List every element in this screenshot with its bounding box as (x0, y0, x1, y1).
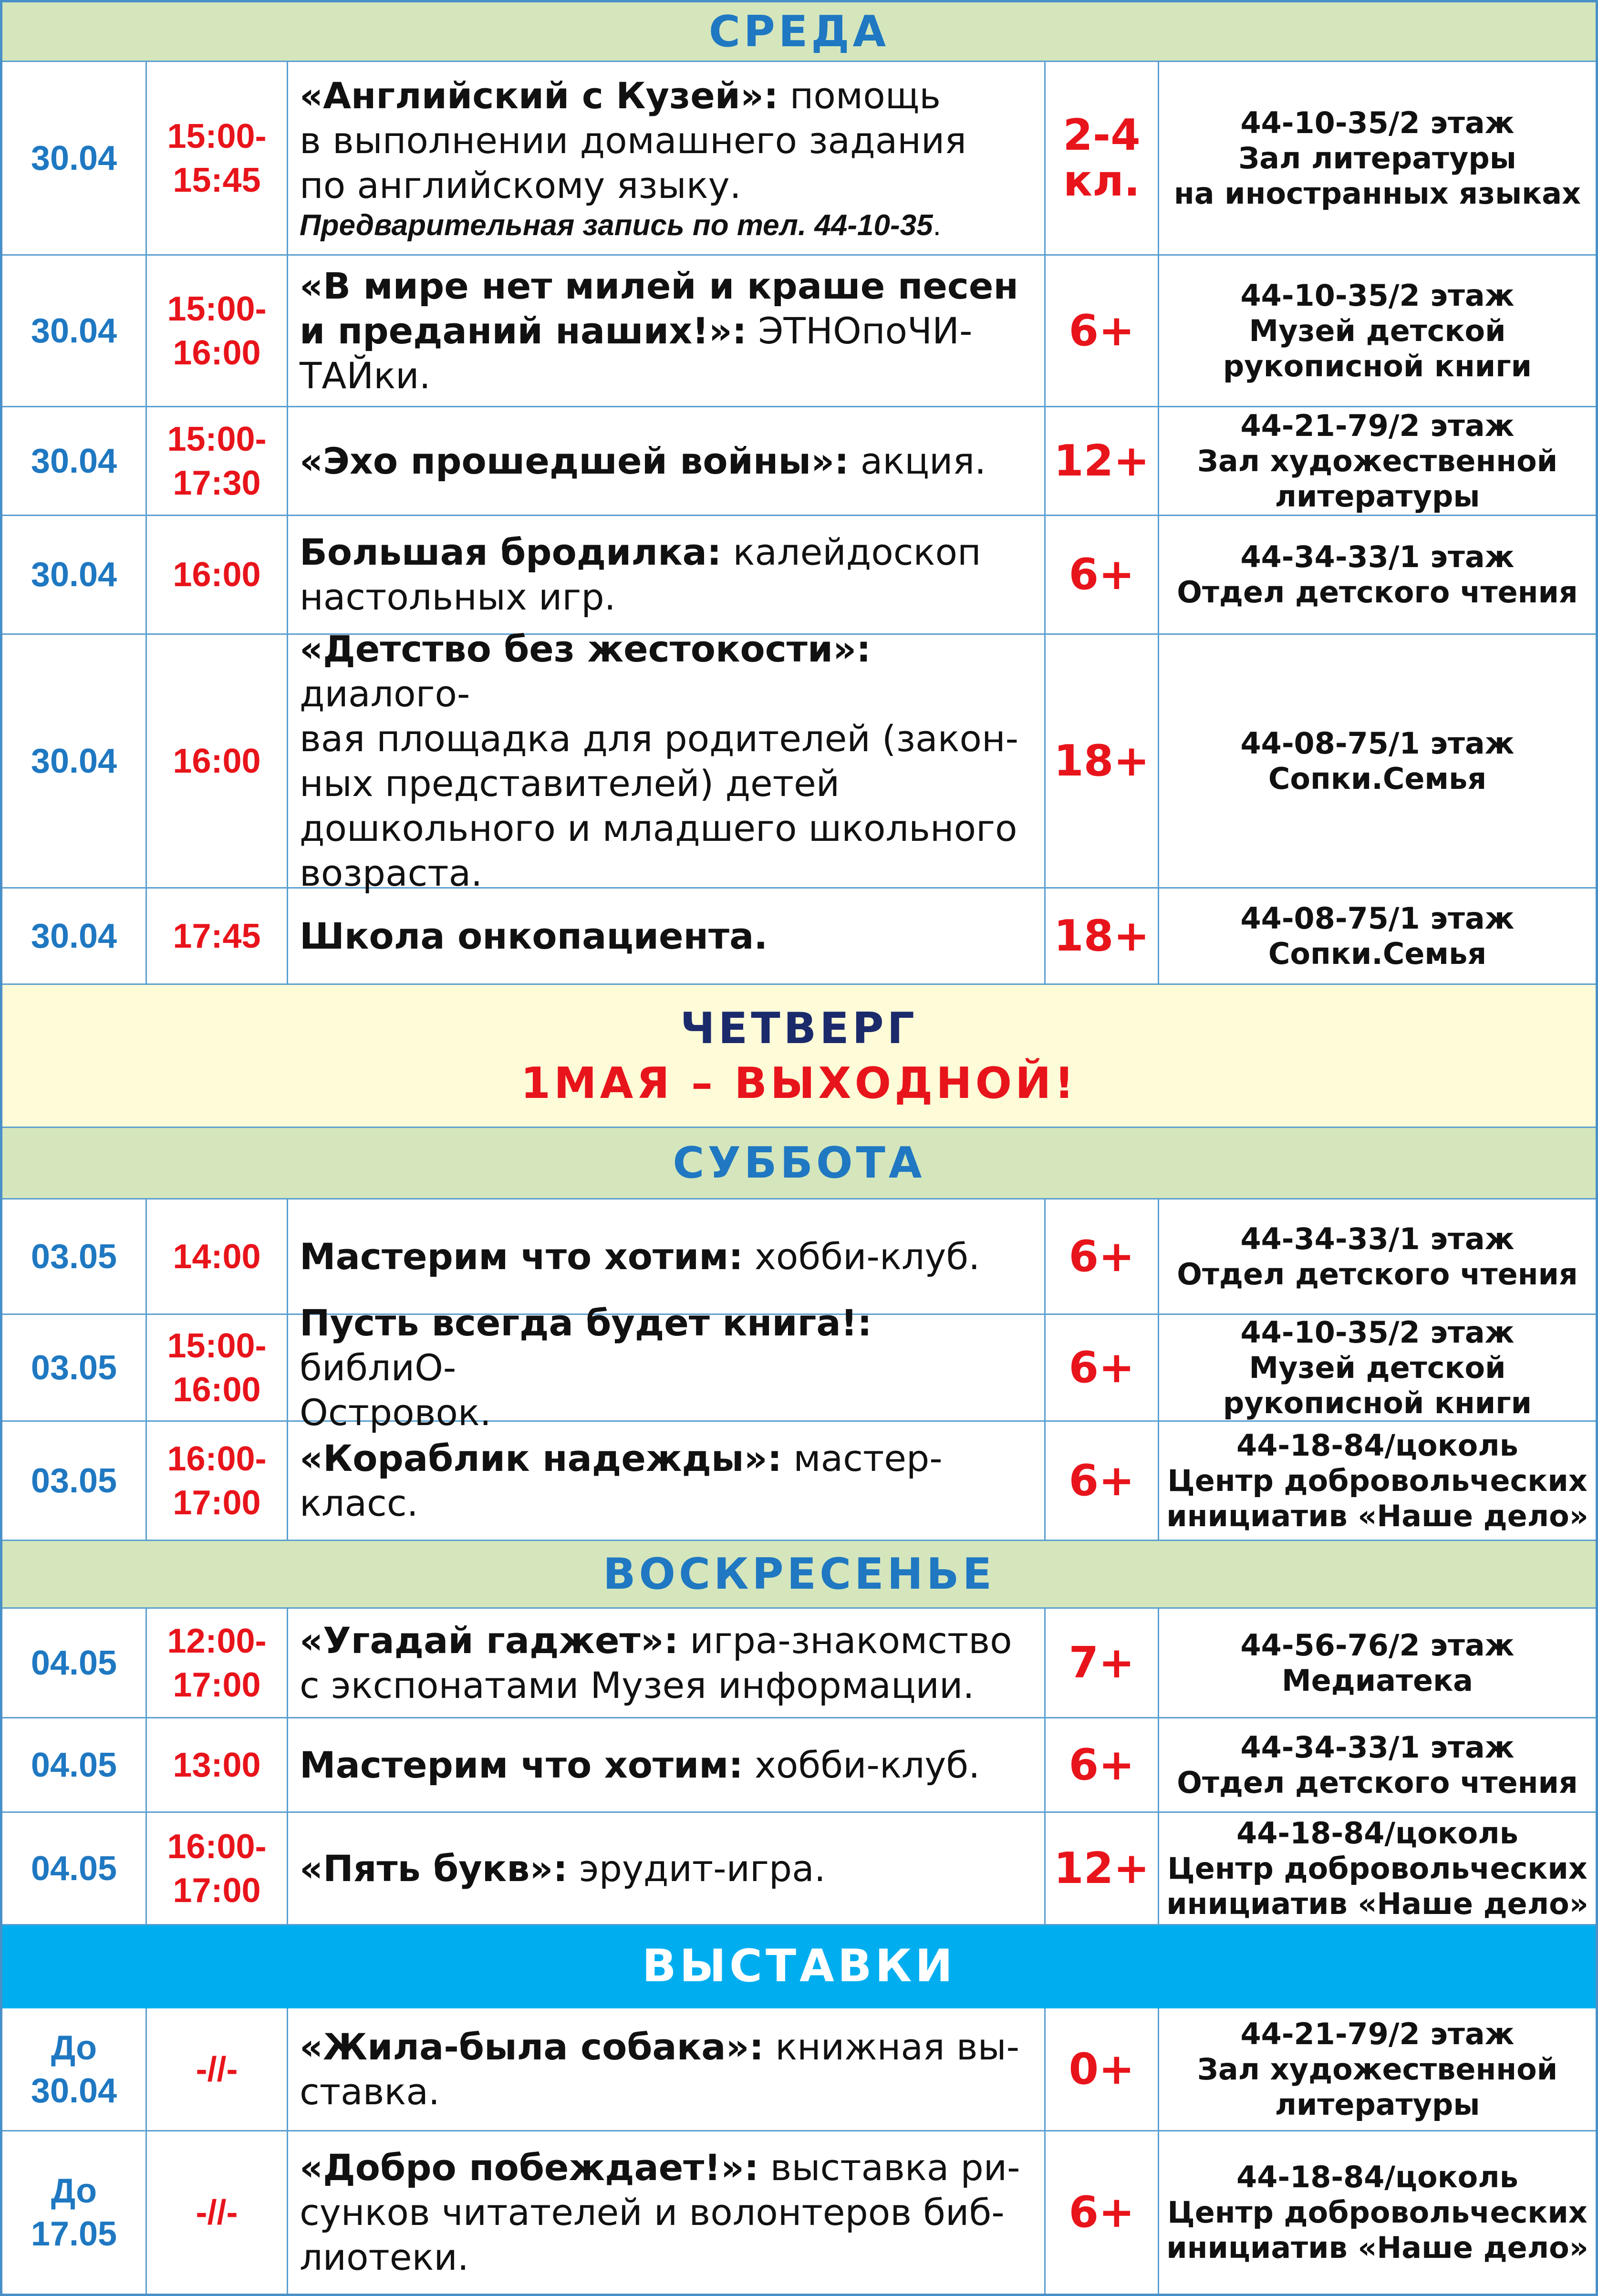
event-description (287, 1301, 1044, 1434)
event-text: хобби-клуб. (743, 1743, 980, 1786)
event-title: Большая бродилка: (300, 531, 722, 573)
age-rating: 6+ (1044, 1422, 1158, 1540)
event-title: «Жила-была собака»: (300, 2025, 764, 2068)
event-description (287, 2008, 1044, 2130)
event-description (287, 1422, 1044, 1540)
section-header-thursday (2, 985, 1596, 1128)
event-title: «Пять букв»: (300, 1847, 568, 1890)
event-description (287, 627, 1044, 894)
event-description (287, 1813, 1044, 1924)
event-location: 44-21-79/2 этаж Зал художественной литературы (1158, 2008, 1596, 2130)
event-description (287, 516, 1044, 633)
event-text: эрудит-игра. (567, 1847, 826, 1890)
event-row (2, 2008, 1596, 2131)
age-rating: 6+ (1044, 1200, 1158, 1313)
event-time: -//- (145, 2131, 287, 2294)
event-row (2, 1718, 1596, 1813)
event-title: Школа онкопациента. (300, 914, 768, 957)
event-date: 30.04 (31, 917, 117, 955)
event-time: 16:00 (145, 516, 287, 633)
event-date: 30.04 (31, 442, 117, 480)
section-title: СРЕДА (708, 6, 890, 57)
event-description (287, 1609, 1044, 1717)
event-location: 44-18-84/цоколь Центр добровольческих инициатив «Наше дело» (1158, 1422, 1596, 1540)
event-date: До 17.05 (31, 2172, 117, 2253)
event-time: 13:00 (145, 1718, 287, 1811)
event-text: ЭТНОпоЧИ- ТАЙки. (300, 309, 973, 397)
event-title: «Кораблик надежды»: (300, 1437, 782, 1479)
event-title: «Добро побеждает!»: (300, 2146, 759, 2189)
event-description (287, 1200, 1044, 1313)
event-title: «В мире нет милей и краше песен и преданий наших!»: (300, 264, 1018, 352)
event-date: 30.04 (31, 311, 117, 350)
event-text: книжная вы- ставка. (300, 2025, 1020, 2113)
event-description (287, 2131, 1044, 2294)
event-date: 03.05 (31, 1348, 117, 1387)
event-text: помощь в выполнении домашнего задания по английскому языку. (300, 74, 967, 207)
event-location: 44-08-75/1 этаж Сопки.Семья (1158, 889, 1596, 983)
event-title: Пусть всегда будет книга!: (300, 1301, 872, 1344)
event-time: 15:00- 15:45 (145, 62, 287, 254)
section-title: СУББОТА (673, 1138, 925, 1188)
event-text: диалого- вая площадка для родителей (закон- ных представителей) детей дошкольного и младшего школьного возраста. (300, 672, 1019, 894)
event-time: 16:00 (145, 635, 287, 887)
event-date: 03.05 (31, 1461, 117, 1500)
event-location: 44-34-33/1 этаж Отдел детского чтения (1158, 516, 1596, 633)
event-title: «Английский с Кузей»: (300, 74, 778, 117)
event-row (2, 2131, 1596, 2294)
event-location: 44-18-84/цоколь Центр добровольческих инициатив «Наше дело» (1158, 1813, 1596, 1924)
section-header-wednesday (2, 2, 1596, 62)
event-location: 44-21-79/2 этаж Зал художественной литературы (1158, 407, 1596, 515)
event-row (2, 627, 1596, 894)
age-rating: 7+ (1044, 1609, 1158, 1717)
event-date: 04.05 (31, 1644, 117, 1682)
event-time: -//- (145, 2008, 287, 2130)
age-rating: 18+ (1044, 635, 1158, 887)
event-date: 04.05 (31, 1746, 117, 1784)
section-title: ВЫСТАВКИ (642, 1940, 956, 1992)
event-text: мастер- класс. (300, 1437, 943, 1524)
event-title: «Эхо прошедшей войны»: (300, 439, 849, 482)
event-title: Мастерим что хотим: (300, 1743, 743, 1786)
event-description (287, 407, 1044, 515)
age-rating: 6+ (1044, 516, 1158, 633)
event-time: 15:00- 16:00 (145, 256, 287, 406)
event-date: 30.04 (31, 556, 117, 594)
event-row (2, 1813, 1596, 1925)
age-rating: 6+ (1044, 256, 1158, 406)
event-row (2, 1200, 1596, 1315)
age-rating: 2-4 кл. (1044, 62, 1158, 254)
age-rating: 6+ (1044, 1718, 1158, 1811)
event-row (2, 1422, 1596, 1541)
age-rating: 0+ (1044, 2008, 1158, 2130)
event-text: калейдоскоп настольных игр. (300, 531, 981, 618)
age-rating: 18+ (1044, 889, 1158, 983)
event-description (287, 256, 1044, 406)
event-location: 44-34-33/1 этаж Отдел детского чтения (1158, 1718, 1596, 1811)
event-row (2, 1301, 1596, 1434)
event-date: 30.04 (31, 139, 117, 177)
event-row (2, 889, 1596, 985)
event-location: 44-56-76/2 этаж Медиатека (1158, 1609, 1596, 1717)
event-time: 12:00- 17:00 (145, 1609, 287, 1717)
section-header-exhibitions (2, 1925, 1596, 2008)
section-header-saturday (2, 1128, 1596, 1200)
event-description (287, 62, 1044, 254)
event-row (2, 407, 1596, 516)
event-time: 16:00- 17:00 (145, 1422, 287, 1540)
event-title: «Детство без жестокости»: (300, 627, 871, 670)
event-date: 30.04 (31, 742, 117, 780)
event-location: 44-18-84/цоколь Центр добровольческих инициатив «Наше дело» (1158, 2131, 1596, 2294)
event-time: 17:45 (145, 889, 287, 983)
event-description (287, 889, 1044, 983)
age-rating: 6+ (1044, 2131, 1158, 2294)
event-location: 44-10-35/2 этаж Музей детской рукописной книги (1158, 1315, 1596, 1420)
event-row (2, 1609, 1596, 1718)
section-header-sunday (2, 1541, 1596, 1609)
event-text: акция. (849, 439, 986, 482)
age-rating: 12+ (1044, 1813, 1158, 1924)
event-note: Предварительная запись по тел. 44-10-35. (300, 208, 941, 242)
event-description (287, 1718, 1044, 1811)
event-time: 15:00- 17:30 (145, 407, 287, 515)
event-location: 44-10-35/2 этаж Зал литературы на иностранных языках (1158, 62, 1596, 254)
event-text: библиО- Островок. (300, 1346, 491, 1434)
event-text: выставка ри- сунков читателей и волонтеров биб- лиотеки. (300, 2146, 1020, 2278)
age-rating: 12+ (1044, 407, 1158, 515)
event-date: До 30.04 (31, 2028, 117, 2110)
event-title: Мастерим что хотим: (300, 1235, 743, 1278)
event-text: игра-знакомство с экспонатами Музея информации. (300, 1619, 1012, 1706)
holiday-notice: 1МАЯ – ВЫХОДНОЙ! (520, 1058, 1078, 1108)
event-location: 44-34-33/1 этаж Отдел детского чтения (1158, 1200, 1596, 1313)
event-location: 44-10-35/2 этаж Музей детской рукописной книги (1158, 256, 1596, 406)
event-row (2, 516, 1596, 635)
event-time: 15:00- 16:00 (145, 1315, 287, 1420)
event-time: 16:00- 17:00 (145, 1813, 287, 1924)
event-date: 04.05 (31, 1849, 117, 1888)
event-text: хобби-клуб. (743, 1235, 980, 1278)
section-title: ЧЕТВЕРГ (680, 1003, 918, 1054)
event-row (2, 62, 1596, 256)
event-date: 03.05 (31, 1237, 117, 1276)
event-row (2, 256, 1596, 407)
event-location: 44-08-75/1 этаж Сопки.Семья (1158, 635, 1596, 887)
age-rating: 6+ (1044, 1315, 1158, 1420)
event-title: «Угадай гаджет»: (300, 1619, 679, 1662)
section-title: ВОСКРЕСЕНЬЕ (602, 1549, 996, 1599)
event-time: 14:00 (145, 1200, 287, 1313)
